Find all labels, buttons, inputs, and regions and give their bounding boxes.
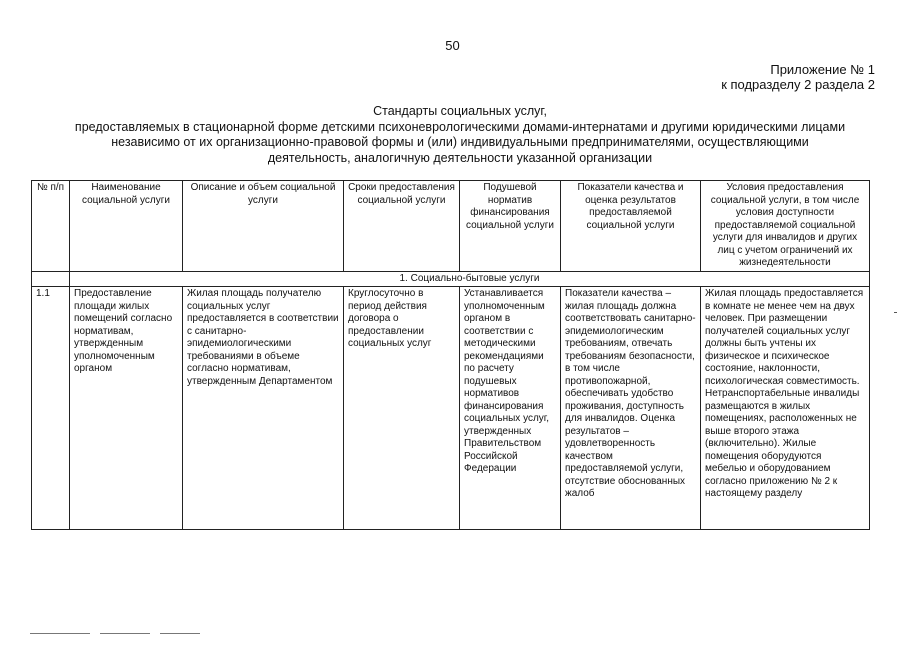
scan-mark xyxy=(160,633,200,634)
scan-mark xyxy=(30,633,90,634)
cell-name: Предоставление площади жилых помещений согласно нормативам, утвержденным уполномоченным органом xyxy=(70,287,183,530)
cell-conditions: Жилая площадь предоставляется в комнате не менее чем на двух человек. При размещении получателей социальных услуг должны быть учтены их физическое и психическое состояние, наклонности, психологическая совместимость. Нетранспортабельные инвалиды размещаются в жилых помещениях, расположенных не выше второго этажа (включительно). Жилые помещения оборудуются мебелью и оборудованием согласно приложению № 2 к настоящему разделу xyxy=(701,287,870,530)
header-quality: Показатели качества и оценка результатов предоставляемой социальной услуги xyxy=(561,181,701,272)
scan-edge-mark xyxy=(894,312,897,313)
scan-mark xyxy=(100,633,150,634)
page-number: 50 xyxy=(445,38,460,53)
header-num: № п/п xyxy=(32,181,70,272)
cell-num: 1.1 xyxy=(32,287,70,530)
appendix-line-2: к подразделу 2 раздела 2 xyxy=(721,77,875,92)
appendix-reference xyxy=(721,62,875,92)
section-title: 1. Социально-бытовые услуги xyxy=(70,271,870,287)
scan-footer-marks xyxy=(30,633,250,636)
cell-financing: Устанавливается уполномоченным органом в соответствии с методическими рекомендациями по расчету подушевых нормативов финансирования социальных услуг, утвержденных Правительством Российской Федерации xyxy=(460,287,561,530)
standards-table xyxy=(31,180,870,530)
section-empty-cell xyxy=(32,271,70,287)
header-financing: Подушевой норматив финансирования социальной услуги xyxy=(460,181,561,272)
header-conditions: Условия предоставления социальной услуги, в том числе условия доступности предоставляемой социальной услуги для инвалидов и других лиц с учетом ограничений их жизнедеятельности xyxy=(701,181,870,272)
header-name: Наименование социальной услуги xyxy=(70,181,183,272)
cell-terms: Круглосуточно в период действия договора о предоставлении социальных услуг xyxy=(344,287,460,530)
appendix-line-1: Приложение № 1 xyxy=(770,62,875,77)
table-header-row xyxy=(32,181,870,272)
cell-quality: Показатели качества – жилая площадь должна соответствовать санитарно-эпидемиологическим требованиям, отвечать требованиям безопасности, в том числе противопожарной, обеспечивать удобство проживания, доступность для инвалидов. Оценка результатов – удовлетворенность качеством предоставляемой услуги, отсутствие обоснованных жалоб xyxy=(561,287,701,530)
section-row xyxy=(32,271,870,287)
cell-description: Жилая площадь получателю социальных услуг предоставляется в соответствии с санитарно-эпидемиологическими требованиями в объеме согласно нормативам, утвержденным Департаментом xyxy=(183,287,344,530)
document-title xyxy=(70,104,850,166)
header-description: Описание и объем социальной услуги xyxy=(183,181,344,272)
title-rest: предоставляемых в стационарной форме детскими психоневрологическими домами-интернатами и другими юридическими лицами независимо от их организационно-правовой формы и (или) индивидуальными предпринимателями, осуществляющими деятельность, аналогичную деятельности указанной организации xyxy=(74,119,846,165)
header-terms: Сроки предоставления социальной услуги xyxy=(344,181,460,272)
title-line-1: Стандарты социальных услуг, xyxy=(373,104,547,118)
table-row xyxy=(32,287,870,530)
